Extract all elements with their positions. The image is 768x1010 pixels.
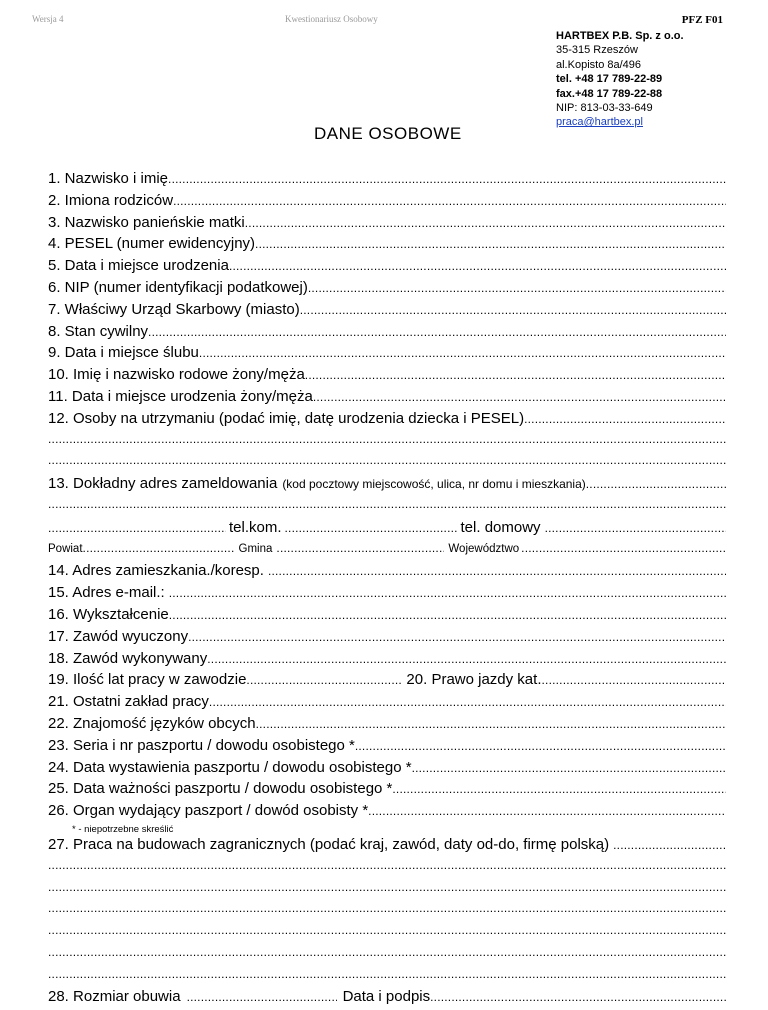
field-dependents[interactable] (48, 410, 726, 432)
field-tax-office[interactable] (48, 301, 726, 323)
field-pesel[interactable] (48, 235, 726, 257)
field-label: 18. Zawód wykonywany (48, 649, 208, 667)
fill-line[interactable] (207, 652, 726, 666)
company-address-block (556, 29, 684, 130)
fill-line[interactable] (169, 586, 726, 600)
field-label: 23. Seria i nr paszportu / dowodu osobistego * (48, 736, 355, 754)
field-label: 1. Nazwisko i imię (48, 170, 169, 187)
years-fill-line[interactable] (246, 673, 402, 687)
field-label: 5. Data i miejsce urodzenia (48, 257, 229, 275)
signature-fill-line[interactable] (430, 990, 726, 1004)
field-label: 24. Data wystawienia paszportu / dowodu osobistego * (48, 758, 412, 776)
field-label: 3. Nazwisko panieńskie matki (48, 213, 245, 231)
shoe-size-fill-line[interactable] (187, 990, 337, 1004)
field-id-expiry-date[interactable] (48, 780, 726, 802)
field-foreign-work-line-3[interactable] (48, 880, 726, 902)
field-label: 14. Adres zamieszkania./koresp. (48, 562, 264, 580)
field-foreign-work[interactable] (48, 836, 726, 858)
field-shoe-size-signature[interactable] (48, 988, 726, 1010)
fill-line[interactable] (48, 521, 226, 535)
fill-line[interactable] (613, 838, 726, 852)
field-dependents-line-2[interactable] (48, 432, 726, 454)
license-fill-line[interactable] (542, 673, 727, 687)
fill-line[interactable] (48, 901, 726, 915)
field-label: 15. Adres e-mail.: (48, 584, 165, 602)
form-name: Kwestionariusz Osobowy (285, 14, 378, 24)
fill-line[interactable] (255, 237, 726, 251)
tel-kom-label: tel.kom. (229, 518, 282, 536)
field-foreign-work-line-2[interactable] (48, 858, 726, 880)
field-label: 11. Data i miejsce urodzenia żony/męża (48, 387, 313, 405)
field-residence-address[interactable] (48, 562, 726, 584)
field-foreign-work-line-6[interactable] (48, 945, 726, 967)
field-id-issuer[interactable] (48, 802, 726, 824)
fill-line[interactable] (173, 194, 726, 208)
field-label: 16. Wykształcenie (48, 605, 169, 623)
field-label: 19. Ilość lat pracy w zawodzie (48, 671, 247, 689)
company-postcode-city: 35-315 Rzeszów (556, 44, 638, 57)
fill-line[interactable] (168, 172, 726, 186)
fill-line[interactable] (368, 804, 726, 818)
field-learned-profession[interactable] (48, 628, 726, 650)
field-id-issue-date[interactable] (48, 759, 726, 781)
fill-line[interactable] (169, 608, 726, 622)
field-registered-address-line-2[interactable] (48, 497, 726, 519)
field-label: 25. Data ważności paszportu / dowodu osobistego * (48, 780, 393, 798)
fill-line[interactable] (268, 564, 726, 578)
commune-fill-line[interactable] (276, 541, 444, 555)
field-last-employer[interactable] (48, 693, 726, 715)
fill-line[interactable] (256, 717, 726, 731)
fill-line[interactable] (305, 368, 726, 382)
field-phones[interactable] (48, 519, 726, 541)
field-label: 12. Osoby na utrzymaniu (podać imię, datę urodzenia dziecka i PESEL) (48, 409, 525, 427)
fill-line[interactable] (48, 497, 726, 511)
field-label: 9. Data i miejsce ślubu (48, 344, 199, 362)
field-label: 2. Imiona rodziców (48, 191, 174, 209)
field-languages[interactable] (48, 715, 726, 737)
fill-line[interactable] (48, 967, 726, 981)
field-label: 7. Właściwy Urząd Skarbowy (miasto) (48, 300, 300, 318)
field-label: 27. Praca na budowach zagranicznych (podać kraj, zawód, daty od-do, firmę polską) (48, 835, 610, 853)
fill-line[interactable] (412, 761, 726, 775)
fill-line[interactable] (48, 923, 726, 937)
fill-line[interactable] (300, 303, 726, 317)
field-label: 26. Organ wydający paszport / dowód osobisty * (48, 802, 369, 820)
voivodeship-label: Województwo (448, 542, 520, 555)
field-foreign-work-line-7[interactable] (48, 967, 726, 989)
fill-line[interactable] (209, 695, 726, 709)
fill-line[interactable] (245, 216, 726, 230)
shoe-size-label: 28. Rozmiar obuwia (48, 988, 181, 1006)
field-label: 8. Stan cywilny (48, 322, 149, 340)
commune-label: Gmina (238, 542, 273, 555)
signature-label: Data i podpis (342, 988, 431, 1006)
mobile-fill-line[interactable] (285, 521, 457, 535)
field-label: 17. Zawód wyuczony (48, 627, 189, 645)
field-foreign-work-line-5[interactable] (48, 923, 726, 945)
field-dependents-line-3[interactable] (48, 453, 726, 475)
field-years-driving[interactable] (48, 671, 726, 693)
field-spouse-name[interactable] (48, 366, 726, 388)
field-wedding-date-place[interactable] (48, 344, 726, 366)
fill-line[interactable] (199, 346, 726, 360)
fill-line[interactable] (586, 477, 726, 491)
field-parents-names[interactable] (48, 192, 726, 214)
field-current-profession[interactable] (48, 650, 726, 672)
fill-line[interactable] (48, 453, 726, 467)
field-birth-date-place[interactable] (48, 257, 726, 279)
field-hint: (kod pocztowy miejscowość, ulica, nr domu i mieszkania) (282, 477, 586, 492)
field-surname-name[interactable] (48, 170, 726, 192)
field-marital-status[interactable] (48, 323, 726, 345)
form-fields (48, 170, 726, 1010)
fill-line[interactable] (313, 390, 726, 404)
fill-line[interactable] (392, 782, 726, 796)
county-label: Powiat (48, 542, 83, 555)
field-education[interactable] (48, 606, 726, 628)
field-mother-maiden-name[interactable] (48, 214, 726, 236)
fill-line[interactable] (48, 858, 726, 872)
county-fill-line[interactable] (83, 541, 235, 555)
company-name: HARTBEX P.B. Sp. z o.o. (556, 30, 684, 42)
tel-home-label: tel. domowy (460, 518, 541, 536)
field-label: 22. Znajomość języków obcych (48, 714, 256, 732)
page-title: DANE OSOBOWE (314, 124, 462, 143)
field-nip[interactable] (48, 279, 726, 301)
company-email-link[interactable]: praca@hartbex.pl (556, 116, 643, 129)
fill-line[interactable] (48, 945, 726, 959)
field-label: 21. Ostatni zakład pracy (48, 693, 209, 711)
company-street: al.Kopisto 8a/496 (556, 58, 642, 71)
company-fax: fax.+48 17 789-22-88 (556, 87, 663, 100)
field-registered-address[interactable] (48, 475, 726, 497)
version-label: Wersja 4 (32, 14, 64, 24)
fill-line[interactable] (524, 412, 726, 426)
voivodeship-fill-line[interactable] (521, 541, 726, 555)
field-label: 4. PESEL (numer ewidencyjny) (48, 235, 256, 253)
field-spouse-birth[interactable] (48, 388, 726, 410)
company-tel: tel. +48 17 789-22-89 (556, 73, 663, 86)
company-nip: NIP: 813-03-33-649 (556, 102, 653, 115)
footnote: * - niepotrzebne skreślić (72, 823, 174, 835)
field-email[interactable] (48, 584, 726, 606)
field-label: 13. Dokładny adres zameldowania (48, 475, 278, 493)
form-code: PFZ F01 (681, 14, 723, 26)
fill-line[interactable] (148, 325, 726, 339)
field-id-number[interactable] (48, 737, 726, 759)
field-label: 10. Imię i nazwisko rodowe żony/męża (48, 366, 305, 384)
fill-line[interactable] (355, 739, 726, 753)
driving-license-label: 20. Prawo jazdy kat. (406, 671, 542, 689)
field-region[interactable] (48, 541, 726, 563)
fill-line[interactable] (308, 281, 726, 295)
home-phone-fill-line[interactable] (545, 521, 726, 535)
fill-line[interactable] (48, 880, 726, 894)
fill-line[interactable] (188, 630, 726, 644)
field-label: 6. NIP (numer identyfikacji podatkowej) (48, 278, 308, 296)
field-foreign-work-line-4[interactable] (48, 901, 726, 923)
fill-line[interactable] (48, 432, 726, 446)
fill-line[interactable] (229, 259, 726, 273)
